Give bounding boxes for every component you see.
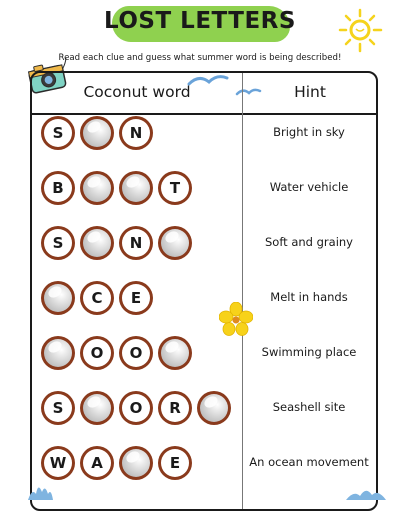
coconut-letter [119, 336, 153, 370]
worksheet-row [30, 171, 378, 207]
hint-text: Seashell site [272, 400, 346, 414]
letter-text: O [129, 399, 143, 417]
coconut-blank-flesh [200, 394, 228, 422]
coconut-blank-flesh [161, 339, 189, 367]
letter-text: R [169, 399, 181, 417]
coconut-blank[interactable] [158, 226, 192, 260]
coconut-letter [41, 171, 75, 205]
coconut-letter [41, 226, 75, 260]
coconut-letter [41, 391, 75, 425]
coconut-letter [158, 171, 192, 205]
column-header-hint: Hint [294, 83, 326, 101]
header-divider [32, 113, 376, 115]
letter-text: O [90, 344, 104, 362]
worksheet-row [30, 391, 378, 427]
coconut-blank-flesh [122, 449, 150, 477]
coconut-blank-flesh [83, 229, 111, 257]
hint-text: Soft and grainy [264, 235, 353, 249]
worksheet-row [30, 116, 378, 152]
coconut-blank[interactable] [197, 391, 231, 425]
letter-text: N [129, 124, 143, 142]
worksheet-row [30, 226, 378, 262]
coconut-blank-flesh [83, 119, 111, 147]
coconut-blank[interactable] [41, 281, 75, 315]
letter-text: T [169, 179, 181, 197]
sun-icon [336, 8, 386, 54]
coconut-blank-flesh [44, 339, 72, 367]
hint-text: Swimming place [261, 345, 357, 359]
coconut-letter [158, 446, 192, 480]
coconut-blank[interactable] [80, 226, 114, 260]
coconut-letter [119, 391, 153, 425]
letter-text: E [169, 454, 181, 472]
coconut-letter [41, 446, 75, 480]
letter-text: B [52, 179, 64, 197]
coconut-letter [80, 446, 114, 480]
coconut-letter [119, 281, 153, 315]
instructions-text: Read each clue and guess what summer word is being described! [58, 53, 342, 63]
coconut-letter [158, 391, 192, 425]
letter-text: E [130, 289, 142, 307]
hint-text: Water vehicle [269, 180, 349, 194]
coconut-blank[interactable] [41, 336, 75, 370]
coconut-blank[interactable] [119, 446, 153, 480]
letter-text: C [91, 289, 103, 307]
coconut-blank-flesh [83, 394, 111, 422]
letter-text: S [52, 124, 64, 142]
column-header-coconut-word: Coconut word [83, 83, 191, 101]
worksheet-row [30, 281, 378, 317]
worksheet-row [30, 446, 378, 482]
letter-text: N [129, 234, 143, 252]
hint-text: Bright in sky [273, 125, 345, 139]
coconut-letter [119, 226, 153, 260]
coconut-blank-flesh [83, 174, 111, 202]
water-splash-icon [346, 484, 386, 500]
coconut-blank[interactable] [80, 116, 114, 150]
letter-text: A [91, 454, 103, 472]
hint-text: An ocean movement [249, 455, 369, 469]
coconut-blank-flesh [44, 284, 72, 312]
letter-text: W [49, 454, 67, 472]
hint-text: Melt in hands [270, 290, 348, 304]
worksheet-row [30, 336, 378, 372]
coconut-blank[interactable] [80, 171, 114, 205]
coconut-letter [119, 116, 153, 150]
coconut-blank-flesh [122, 174, 150, 202]
coconut-blank-flesh [161, 229, 189, 257]
coconut-letter [80, 336, 114, 370]
coconut-blank[interactable] [119, 171, 153, 205]
coconut-blank[interactable] [80, 391, 114, 425]
coconut-letter [80, 281, 114, 315]
coconut-letter [41, 116, 75, 150]
coconut-blank[interactable] [158, 336, 192, 370]
page-title: LOST LETTERS [104, 8, 296, 34]
water-splash-icon [26, 478, 54, 500]
flower-icon [219, 302, 253, 336]
letter-text: S [52, 234, 64, 252]
letter-text: O [129, 344, 143, 362]
letter-text: S [52, 399, 64, 417]
